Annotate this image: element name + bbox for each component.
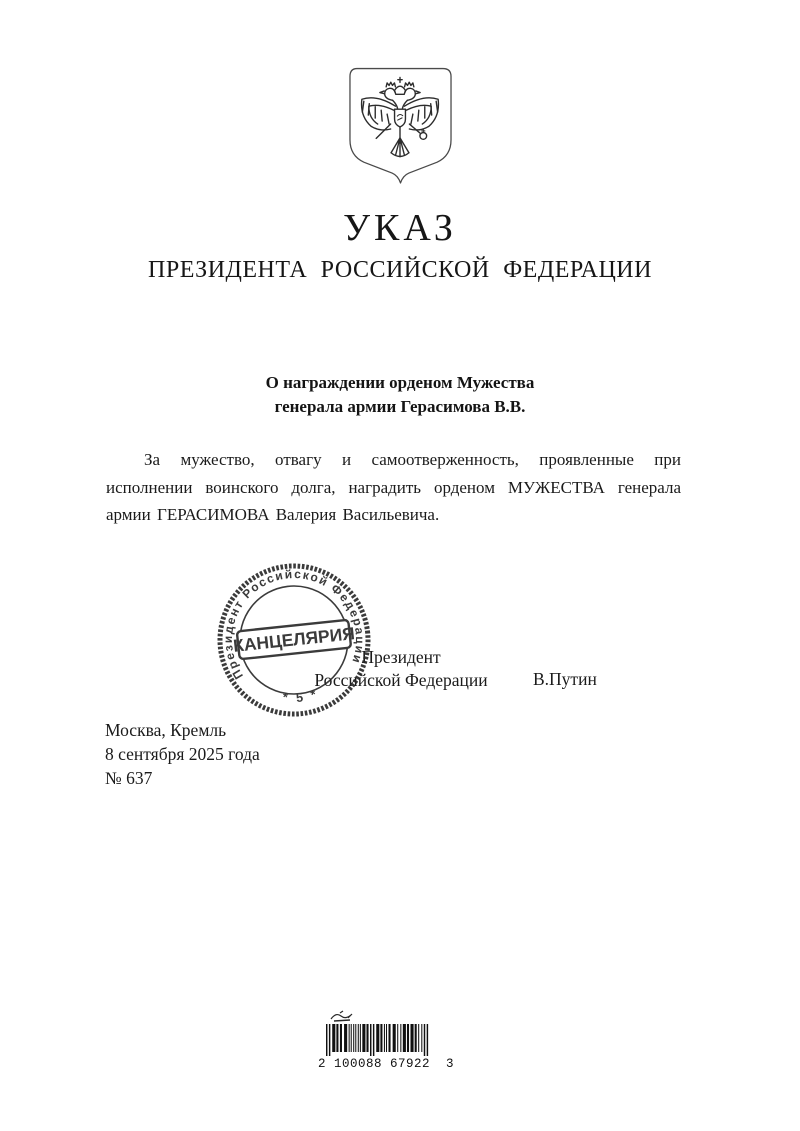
issue-date: 8 сентября 2025 года xyxy=(105,744,260,764)
signature-name: В.Путин xyxy=(533,669,597,689)
signature-post-line1: Президент xyxy=(361,647,441,667)
issue-details xyxy=(105,718,260,790)
issue-place: Москва, Кремль xyxy=(105,720,227,740)
russia-coat-of-arms-icon xyxy=(347,66,453,190)
barcode-bars xyxy=(326,1024,430,1056)
issuer-title: ПРЕЗИДЕНТА РОССИЙСКОЙ ФЕДЕРАЦИИ xyxy=(148,257,652,283)
decree-body-paragraph: За мужество, отвагу и самоотверженность, проявленные при исполнении воинского долга, наградить орденом МУЖЕСТВА генерала армии ГЕРАСИМОВА Валерия Васильевича. xyxy=(106,450,681,524)
decree-subject xyxy=(0,371,800,419)
stamp-center-text: КАНЦЕЛЯРИЯ xyxy=(232,623,356,656)
decree-number: № 637 xyxy=(105,768,153,788)
signature-post-line2: Российской Федерации xyxy=(314,670,488,690)
barcode-digits: 2 100088 67922 3 xyxy=(318,1057,455,1071)
stamp-ring-text: Президент Российской Федерации xyxy=(220,566,368,682)
decree-subject-line2: генерала армии Герасимова В.В. xyxy=(274,397,526,416)
double-headed-eagle xyxy=(362,77,439,156)
stamp-bottom-text: * 5 * xyxy=(281,686,322,706)
chancellery-stamp xyxy=(212,558,376,722)
barcode-top-mark-icon xyxy=(328,1010,362,1023)
barcode xyxy=(318,1010,455,1071)
document-kind-title: УКАЗ xyxy=(343,207,457,249)
decree-subject-line1: О награждении орденом Мужества xyxy=(265,373,535,392)
